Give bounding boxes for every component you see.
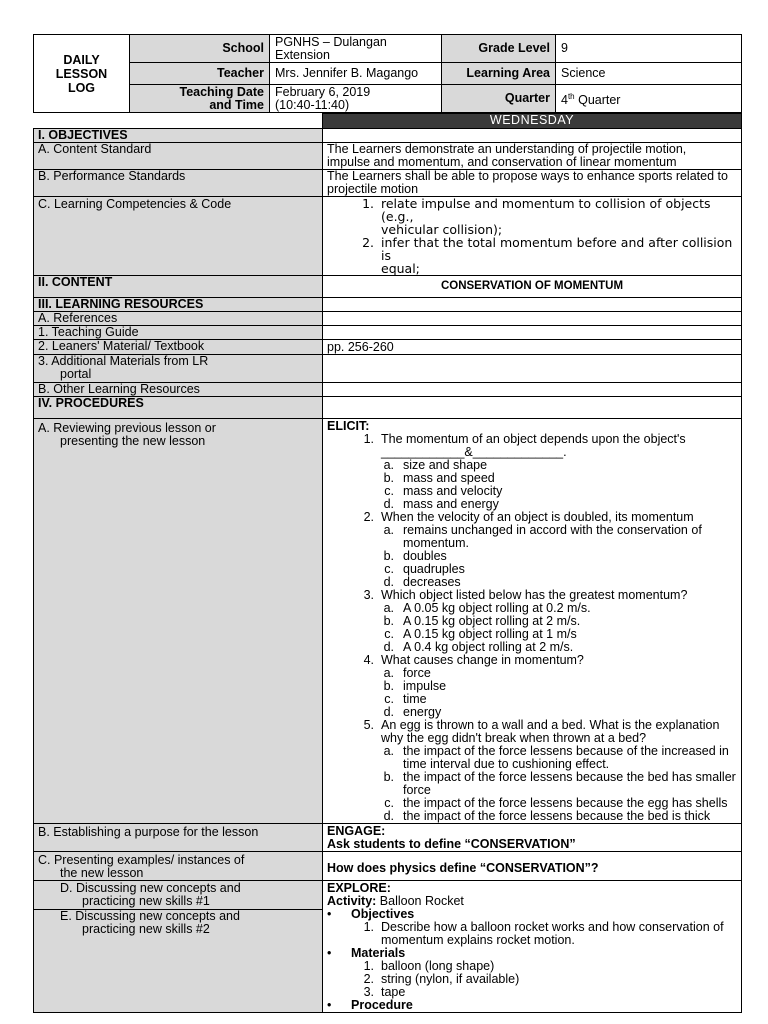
quarter-label: Quarter (442, 85, 556, 113)
content-standard-text: The Learners demonstrate an understanding of projectile motion, impulse and momentum, and conservation of linear momentum (323, 143, 742, 170)
engage-text: Ask students to define “CONSERVATION” (327, 837, 576, 851)
objectives-bullet: • Objectives (327, 907, 415, 921)
answer-choice: c. the impact of the force lessens because the egg has shells (384, 796, 728, 810)
answer-choice: d. the impact of the force lessens because the bed is thick (383, 809, 711, 823)
learners-material-pages: pp. 256-260 (323, 340, 742, 355)
discussing-concepts-labels (34, 881, 323, 1013)
references-label: A. References (34, 312, 323, 326)
school-value: PGNHS – Dulangan Extension (270, 35, 442, 63)
learning-area-value: Science (556, 63, 742, 85)
lesson-table (33, 113, 742, 1013)
answer-choice: a. force (383, 666, 431, 680)
teaching-date-label: Teaching Date and Time (130, 85, 270, 113)
answer-choice: a. remains unchanged in accord with the conservation of (383, 523, 702, 537)
answer-choice: a. the impact of the force lessens because of the increased in (383, 744, 729, 758)
elicit-questions (327, 433, 737, 823)
answer-choice: d. decreases (383, 575, 461, 589)
additional-materials-label: 3. Additional Materials from LR portal (34, 355, 323, 383)
elicit-question: 1. The momentum of an object depends upon the object's ____________&_____________. (363, 432, 686, 459)
answer-choice: b. the impact of the force lessens because the bed has smaller (383, 770, 736, 784)
elicit-section (323, 419, 742, 824)
header-table (33, 34, 742, 113)
school-label: School (130, 35, 270, 63)
material-item: 2. string (nylon, if available) (363, 972, 520, 986)
answer-choice: force (403, 783, 431, 797)
objective-item: 1. Describe how a balloon rocket works and how conservation of momentum explains rocket motion. (363, 920, 724, 947)
teaching-guide-label: 1. Teaching Guide (34, 326, 323, 340)
other-resources-label: B. Other Learning Resources (34, 383, 323, 397)
materials-bullet: • Materials (327, 946, 406, 960)
answer-choice: c. quadruples (384, 562, 465, 576)
answer-choice: d. mass and energy (383, 497, 499, 511)
grade-level-label: Grade Level (442, 35, 556, 63)
activity-line: Activity: Balloon Rocket (327, 894, 464, 908)
performance-standards-label: B. Performance Standards (34, 170, 323, 197)
establishing-purpose-label: B. Establishing a purpose for the lesson (34, 824, 323, 852)
learners-material-label: 2. Leaners' Material/ Textbook (34, 340, 323, 355)
discussing-1-label: D. Discussing new concepts and practicing new skills #1 (60, 881, 241, 908)
day-header: WEDNESDAY (323, 114, 742, 129)
materials-list (327, 960, 737, 999)
elicit-question: 3. Which object listed below has the greatest momentum? (363, 588, 688, 602)
engage-section (323, 824, 742, 852)
answer-choice: b. doubles (383, 549, 447, 563)
daily-lesson-log-logo: DAILY LESSON LOG (34, 35, 130, 113)
answer-choice: b. A 0.15 kg object rolling at 2 m/s. (383, 614, 581, 628)
answer-choice: b. impulse (383, 679, 447, 693)
material-item: 3. tape (363, 985, 406, 999)
material-item: 1. balloon (long shape) (363, 959, 495, 973)
physics-define-question: How does physics define “CONSERVATION”? (323, 852, 742, 881)
objectives-heading: I. OBJECTIVES (34, 129, 323, 143)
answer-choice: d. energy (383, 705, 442, 719)
answer-choice: c. time (384, 692, 427, 706)
explore-section (323, 881, 742, 1013)
explore-heading: EXPLORE: (327, 881, 391, 895)
content-heading: II. CONTENT (34, 276, 323, 298)
procedure-bullet: • Procedure (327, 998, 413, 1012)
answer-choice: a. size and shape (383, 458, 488, 472)
answer-choice: momentum. (403, 536, 469, 550)
reviewing-lesson-label: A. Reviewing previous lesson or presenting the new lesson (34, 419, 323, 824)
teacher-value: Mrs. Jennifer B. Magango (270, 63, 442, 85)
procedures-heading: IV. PROCEDURES (34, 397, 323, 419)
grade-level-value: 9 (556, 35, 742, 63)
answer-choice: c. A 0.15 kg object rolling at 1 m/s (384, 627, 577, 641)
elicit-question: 2. When the velocity of an object is doubled, its momentum (363, 510, 694, 524)
answer-choice: d. A 0.4 kg object rolling at 2 m/s. (383, 640, 574, 654)
presenting-examples-label: C. Presenting examples/ instances of the new lesson (34, 852, 323, 881)
elicit-question: 4. What causes change in momentum? (363, 653, 584, 667)
discussing-2-label: E. Discussing new concepts and practicing new skills #2 (60, 909, 240, 936)
performance-standards-text: The Learners shall be able to propose ways to enhance sports related to projectile motion (323, 170, 742, 197)
answer-choice: c. mass and velocity (384, 484, 503, 498)
learning-competencies-text: 1. relate impulse and momentum to collision of objects (e.g., vehicular collision); 2. infer that the total momentum before and after collision is equal; (323, 197, 742, 276)
learning-competencies-label: C. Learning Competencies & Code (34, 197, 323, 276)
answer-choice: a. A 0.05 kg object rolling at 0.2 m/s. (383, 601, 591, 615)
answer-choice: b. mass and speed (383, 471, 495, 485)
teacher-label: Teacher (130, 63, 270, 85)
content-topic: CONSERVATION OF MOMENTUM (323, 276, 742, 298)
quarter-value: 4th Quarter (556, 85, 742, 113)
answer-choice: time interval due to cushioning effect. (403, 757, 610, 771)
teaching-date-value: February 6, 2019 (10:40-11:40) (270, 85, 442, 113)
elicit-question: 5. An egg is thrown to a wall and a bed. What is the explanation why the egg didn't break when thrown at a bed? (363, 718, 720, 745)
elicit-heading: ELICIT: (327, 419, 370, 433)
content-standard-label: A. Content Standard (34, 143, 323, 170)
learning-area-label: Learning Area (442, 63, 556, 85)
engage-heading: ENGAGE: (327, 824, 386, 838)
learning-resources-heading: III. LEARNING RESOURCES (34, 298, 323, 312)
